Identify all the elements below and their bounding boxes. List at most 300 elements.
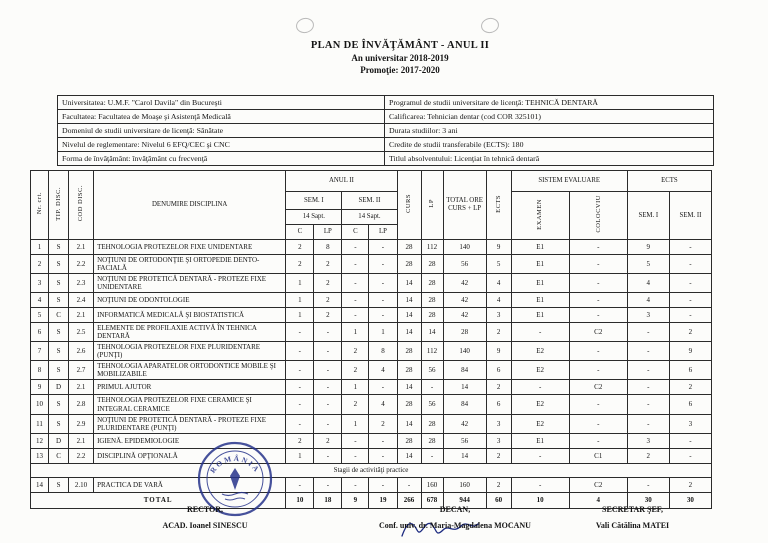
info-tbody <box>58 96 714 166</box>
value-cell: 9 <box>669 342 711 361</box>
value-cell: 7 <box>31 342 49 361</box>
value-cell: - <box>569 395 627 414</box>
header-colocviu: COLOCVIU <box>569 192 627 240</box>
value-cell: 42 <box>443 293 486 308</box>
value-cell: - <box>286 361 314 380</box>
value-cell: - <box>314 323 342 342</box>
total-value-cell: 10 <box>511 492 569 508</box>
header-sapt1: 14 Sapt. <box>286 210 342 225</box>
value-cell: 1 <box>286 308 314 323</box>
table-row <box>31 342 712 361</box>
total-label: TOTAL <box>31 492 286 508</box>
header-c1: C <box>286 225 314 240</box>
info-cell: Credite de studii transferabile (ECTS): 180 <box>385 138 714 152</box>
disciplines-tbody <box>31 240 712 509</box>
value-cell: 2.2 <box>69 255 94 274</box>
info-cell: Calificarea: Tehnician dentar (cod COR 325101) <box>385 110 714 124</box>
value-cell: 56 <box>443 433 486 448</box>
value-cell: 6 <box>486 361 511 380</box>
value-cell: - <box>369 433 397 448</box>
value-cell: - <box>627 414 669 433</box>
value-cell: 4 <box>369 395 397 414</box>
value-cell: - <box>669 240 711 255</box>
info-row <box>58 124 714 138</box>
value-cell: 2 <box>314 274 342 293</box>
info-cell: Universitatea: U.M.F. "Carol Davila" din Bucureşti <box>58 96 385 110</box>
value-cell: - <box>569 361 627 380</box>
value-cell: - <box>569 433 627 448</box>
discipline-name-cell: NOŢIUNI DE ODONTOLOGIE <box>94 293 286 308</box>
value-cell: 28 <box>421 293 443 308</box>
value-cell: 4 <box>627 274 669 293</box>
value-cell: 1 <box>342 323 369 342</box>
value-cell: 112 <box>421 342 443 361</box>
header-curs: CURS <box>397 171 421 240</box>
value-cell: - <box>314 395 342 414</box>
value-cell: - <box>421 448 443 463</box>
value-cell: 9 <box>31 380 49 395</box>
value-cell: 14 <box>397 274 421 293</box>
value-cell: 14 <box>397 448 421 463</box>
header-c2: C <box>342 225 369 240</box>
page-subtitle-year: An universitar 2018-2019 <box>351 53 449 63</box>
header-lp1: LP <box>314 225 342 240</box>
value-cell: S <box>49 255 69 274</box>
table-row <box>31 240 712 255</box>
value-cell: 2 <box>342 395 369 414</box>
table-row <box>31 274 712 293</box>
value-cell: - <box>286 380 314 395</box>
info-cell: Forma de învăţământ: învăţământ cu frecvenţă <box>58 152 385 166</box>
value-cell: 14 <box>443 448 486 463</box>
value-cell: - <box>627 323 669 342</box>
value-cell: 28 <box>421 274 443 293</box>
header-ects-sem2: SEM. II <box>669 192 711 240</box>
value-cell: S <box>49 477 69 492</box>
value-cell: - <box>511 323 569 342</box>
secretar-name: Vali Cătălina MATEI <box>595 521 670 530</box>
value-cell: - <box>421 380 443 395</box>
value-cell: - <box>342 293 369 308</box>
value-cell: - <box>286 342 314 361</box>
page-subtitle-promotion: Promoţie: 2017-2020 <box>360 65 440 75</box>
header-denumire: DENUMIRE DISCIPLINA <box>94 171 286 240</box>
value-cell: 5 <box>627 255 669 274</box>
value-cell: 2 <box>342 342 369 361</box>
discipline-name-cell: TEHNOLOGIA PROTEZELOR FIXE CERAMICE ŞI INTEGRAL CERAMICE <box>94 395 286 414</box>
value-cell: 13 <box>31 448 49 463</box>
value-cell: 6 <box>31 323 49 342</box>
header-examen: EXAMEN <box>511 192 569 240</box>
table-row <box>31 323 712 342</box>
total-value-cell: 30 <box>627 492 669 508</box>
value-cell: 2 <box>486 477 511 492</box>
value-cell: C <box>49 448 69 463</box>
value-cell: - <box>286 323 314 342</box>
value-cell: 1 <box>31 240 49 255</box>
table-row <box>31 255 712 274</box>
value-cell: S <box>49 274 69 293</box>
value-cell: E1 <box>511 240 569 255</box>
value-cell: 28 <box>443 323 486 342</box>
value-cell: 2.10 <box>69 477 94 492</box>
value-cell: C2 <box>569 477 627 492</box>
value-cell: E1 <box>511 433 569 448</box>
value-cell: 4 <box>369 361 397 380</box>
value-cell: 2.1 <box>69 433 94 448</box>
table-row <box>31 293 712 308</box>
header-ects: ECTS <box>486 171 511 240</box>
value-cell: - <box>569 414 627 433</box>
value-cell: 3 <box>486 414 511 433</box>
discipline-name-cell: NOŢIUNI DE PROTETICĂ DENTARĂ - PROTEZE FIXE PLURIDENTARE (PUNŢI) <box>94 414 286 433</box>
value-cell: S <box>49 323 69 342</box>
discipline-name-cell: TEHNOLOGIA PROTEZELOR FIXE UNIDENTARE <box>94 240 286 255</box>
header-sem1: SEM. I <box>286 192 342 210</box>
value-cell: E1 <box>511 255 569 274</box>
value-cell: 56 <box>421 361 443 380</box>
total-value-cell: 678 <box>421 492 443 508</box>
punch-hole-icon <box>480 16 501 34</box>
value-cell: 2 <box>314 293 342 308</box>
value-cell: 1 <box>342 414 369 433</box>
value-cell: 3 <box>486 433 511 448</box>
value-cell: 28 <box>397 361 421 380</box>
value-cell: 2.4 <box>69 293 94 308</box>
total-value-cell: 9 <box>342 492 369 508</box>
value-cell: 5 <box>486 255 511 274</box>
value-cell: 2 <box>314 433 342 448</box>
value-cell: - <box>369 240 397 255</box>
value-cell: E2 <box>511 361 569 380</box>
value-cell: 3 <box>486 308 511 323</box>
value-cell: - <box>669 293 711 308</box>
stamp-text: ROMÂNIA <box>207 453 263 475</box>
stagii-label: Stagii de activităţi practice <box>31 463 712 477</box>
value-cell: 3 <box>627 308 669 323</box>
total-value-cell: 19 <box>369 492 397 508</box>
value-cell: - <box>314 477 342 492</box>
info-row <box>58 138 714 152</box>
title-block <box>100 40 700 75</box>
value-cell: 2.1 <box>69 240 94 255</box>
value-cell: - <box>627 380 669 395</box>
value-cell: 14 <box>397 380 421 395</box>
info-cell: Durata studiilor: 3 ani <box>385 124 714 138</box>
value-cell: 2 <box>314 308 342 323</box>
info-cell: Domeniul de studii universitare de licenţă: Sănătate <box>58 124 385 138</box>
value-cell: 28 <box>421 433 443 448</box>
value-cell: - <box>314 448 342 463</box>
header-ects-sem1: SEM. I <box>627 192 669 240</box>
value-cell: 2 <box>286 433 314 448</box>
value-cell: - <box>314 342 342 361</box>
value-cell: - <box>342 240 369 255</box>
header-cod-disc: COD DISC. <box>69 171 94 240</box>
value-cell: S <box>49 240 69 255</box>
value-cell: 2.9 <box>69 414 94 433</box>
value-cell: E2 <box>511 395 569 414</box>
curriculum-table <box>30 170 712 509</box>
table-row <box>31 414 712 433</box>
header-tip-disc: TIP. DISC. <box>49 171 69 240</box>
value-cell: - <box>627 361 669 380</box>
stagii-row <box>31 463 712 477</box>
value-cell: 28 <box>397 240 421 255</box>
value-cell: - <box>286 414 314 433</box>
punch-hole-icon <box>295 16 316 34</box>
info-row <box>58 110 714 124</box>
discipline-name-cell: PRIMUL AJUTOR <box>94 380 286 395</box>
value-cell: 42 <box>443 274 486 293</box>
value-cell: 3 <box>31 274 49 293</box>
value-cell: 28 <box>421 308 443 323</box>
value-cell: 14 <box>397 414 421 433</box>
value-cell: 6 <box>669 395 711 414</box>
value-cell: 2.1 <box>69 380 94 395</box>
value-cell: 28 <box>397 433 421 448</box>
value-cell: 2 <box>342 361 369 380</box>
table-row <box>31 477 712 492</box>
header-sem2: SEM. II <box>342 192 397 210</box>
value-cell: 2.1 <box>69 308 94 323</box>
value-cell: E1 <box>511 274 569 293</box>
discipline-name-cell: TEHNOLOGIA PROTEZELOR FIXE PLURIDENTARE (PUNŢI) <box>94 342 286 361</box>
value-cell: 5 <box>31 308 49 323</box>
value-cell: - <box>669 255 711 274</box>
discipline-name-cell: ELEMENTE DE PROFILAXIE ACTIVĂ ÎN TEHNICA DENTARĂ <box>94 323 286 342</box>
header-lp: LP <box>421 171 443 240</box>
value-cell: - <box>569 308 627 323</box>
value-cell: 2 <box>669 477 711 492</box>
value-cell: 14 <box>397 323 421 342</box>
value-cell: C1 <box>569 448 627 463</box>
value-cell: S <box>49 395 69 414</box>
table-row <box>31 395 712 414</box>
value-cell: - <box>314 414 342 433</box>
value-cell: 140 <box>443 240 486 255</box>
value-cell: - <box>369 293 397 308</box>
discipline-name-cell: IGIENĂ. EPIDEMIOLOGIE <box>94 433 286 448</box>
value-cell: 28 <box>397 342 421 361</box>
value-cell: 1 <box>369 323 397 342</box>
value-cell: 14 <box>397 308 421 323</box>
table-row <box>31 380 712 395</box>
value-cell: 2 <box>286 255 314 274</box>
value-cell: S <box>49 414 69 433</box>
value-cell: - <box>286 477 314 492</box>
header-lp2: LP <box>369 225 397 240</box>
value-cell: 1 <box>286 293 314 308</box>
discipline-name-cell: NOŢIUNI DE PROTETICĂ DENTARĂ - PROTEZE FIXE UNIDENTARE <box>94 274 286 293</box>
value-cell: 14 <box>421 323 443 342</box>
info-cell: Titlul absolventului: Licenţiat în tehnică dentară <box>385 152 714 166</box>
value-cell: - <box>369 308 397 323</box>
value-cell: S <box>49 361 69 380</box>
value-cell: 6 <box>669 361 711 380</box>
value-cell: 1 <box>286 448 314 463</box>
value-cell: 2 <box>31 255 49 274</box>
header-nr-crt: Nr. crt. <box>31 171 49 240</box>
value-cell: - <box>569 342 627 361</box>
value-cell: 84 <box>443 361 486 380</box>
value-cell: D <box>49 380 69 395</box>
value-cell: - <box>369 380 397 395</box>
value-cell: 3 <box>627 433 669 448</box>
value-cell: 14 <box>31 477 49 492</box>
value-cell: 2 <box>486 380 511 395</box>
discipline-name-cell: PRACTICA DE VARĂ <box>94 477 286 492</box>
value-cell: 2.3 <box>69 274 94 293</box>
value-cell: 2 <box>669 380 711 395</box>
total-value-cell: 4 <box>569 492 627 508</box>
value-cell: E1 <box>511 293 569 308</box>
value-cell: C2 <box>569 380 627 395</box>
value-cell: 2 <box>669 323 711 342</box>
value-cell: E2 <box>511 342 569 361</box>
value-cell: 2 <box>369 414 397 433</box>
rector-signature-block <box>100 505 310 530</box>
value-cell: 1 <box>286 274 314 293</box>
value-cell: 8 <box>369 342 397 361</box>
value-cell: - <box>314 380 342 395</box>
value-cell: - <box>369 274 397 293</box>
value-cell: - <box>369 448 397 463</box>
value-cell: 160 <box>443 477 486 492</box>
value-cell: 140 <box>443 342 486 361</box>
value-cell: D <box>49 433 69 448</box>
value-cell: - <box>342 433 369 448</box>
value-cell: - <box>669 274 711 293</box>
header-sapt2: 14 Sapt. <box>342 210 397 225</box>
value-cell: C2 <box>569 323 627 342</box>
header-total-ore: TOTAL ORE CURS + LP <box>443 171 486 240</box>
page-title: PLAN DE ÎNVĂŢĂMÂNT - ANUL II <box>310 40 490 51</box>
total-value-cell: 18 <box>314 492 342 508</box>
total-value-cell: 944 <box>443 492 486 508</box>
table-row <box>31 448 712 463</box>
value-cell: E1 <box>511 308 569 323</box>
value-cell: E2 <box>511 414 569 433</box>
value-cell: 56 <box>421 395 443 414</box>
total-value-cell: 266 <box>397 492 421 508</box>
value-cell: 28 <box>397 395 421 414</box>
value-cell: 12 <box>31 433 49 448</box>
value-cell: 2.5 <box>69 323 94 342</box>
value-cell: - <box>314 361 342 380</box>
value-cell: - <box>669 448 711 463</box>
table-row <box>31 308 712 323</box>
value-cell: 28 <box>421 255 443 274</box>
value-cell: 84 <box>443 395 486 414</box>
header-ects-right: ECTS <box>627 171 711 192</box>
value-cell: C <box>49 308 69 323</box>
value-cell: 8 <box>314 240 342 255</box>
value-cell: - <box>397 477 421 492</box>
secretar-title: SECRETAR ŞEF, <box>602 505 663 514</box>
discipline-name-cell: INFORMATICĂ MEDICALĂ ŞI BIOSTATISTICĂ <box>94 308 286 323</box>
value-cell: - <box>511 477 569 492</box>
table-row <box>31 433 712 448</box>
value-cell: S <box>49 293 69 308</box>
value-cell: 2.6 <box>69 342 94 361</box>
value-cell: 2 <box>486 323 511 342</box>
info-cell: Programul de studii universitare de licenţă: TEHNICĂ DENTARĂ <box>385 96 714 110</box>
value-cell: 2 <box>286 240 314 255</box>
info-cell: Facultatea: Facultatea de Moaşe şi Asistenţă Medicală <box>58 110 385 124</box>
decan-name: Conf. univ. dr. Maria-Magdalena MOCANU <box>379 521 531 530</box>
value-cell: 4 <box>627 293 669 308</box>
value-cell: 9 <box>486 342 511 361</box>
secretar-signature-block <box>540 505 725 530</box>
value-cell: 4 <box>486 274 511 293</box>
value-cell: 11 <box>31 414 49 433</box>
value-cell: - <box>569 274 627 293</box>
value-cell: - <box>569 293 627 308</box>
value-cell: 9 <box>486 240 511 255</box>
value-cell: - <box>342 274 369 293</box>
value-cell: 160 <box>421 477 443 492</box>
value-cell: - <box>511 448 569 463</box>
value-cell: 4 <box>486 293 511 308</box>
value-cell: 9 <box>627 240 669 255</box>
value-cell: 10 <box>31 395 49 414</box>
value-cell: - <box>569 255 627 274</box>
value-cell: - <box>511 380 569 395</box>
value-cell: - <box>627 477 669 492</box>
value-cell: - <box>286 395 314 414</box>
value-cell: - <box>342 308 369 323</box>
header-anul: ANUL II <box>286 171 397 192</box>
discipline-name-cell: TEHNOLOGIA APARATELOR ORTODONTICE MOBILE ŞI MOBILIZABILE <box>94 361 286 380</box>
value-cell: - <box>669 308 711 323</box>
total-value-cell: 30 <box>669 492 711 508</box>
value-cell: 2 <box>314 255 342 274</box>
value-cell: 1 <box>342 380 369 395</box>
discipline-name-cell: DISCIPLINĂ OPŢIONALĂ <box>94 448 286 463</box>
value-cell: - <box>369 477 397 492</box>
header-sistem-evaluare: SISTEM EVALUARE <box>511 171 627 192</box>
discipline-name-cell: NOŢIUNI DE ORTODONŢIE ŞI ORTOPEDIE DENTO-FACIALĂ <box>94 255 286 274</box>
value-cell: - <box>342 255 369 274</box>
value-cell: S <box>49 342 69 361</box>
value-cell: 4 <box>31 293 49 308</box>
total-value-cell: 10 <box>286 492 314 508</box>
value-cell: 2.7 <box>69 361 94 380</box>
value-cell: 8 <box>31 361 49 380</box>
value-cell: - <box>627 342 669 361</box>
value-cell: 14 <box>397 293 421 308</box>
value-cell: - <box>342 448 369 463</box>
rector-title: RECTOR, <box>186 505 224 514</box>
value-cell: 2 <box>486 448 511 463</box>
rector-name: ACAD. Ioanel SINESCU <box>162 521 248 530</box>
value-cell: 112 <box>421 240 443 255</box>
university-info-table <box>57 95 714 166</box>
info-row <box>58 152 714 166</box>
value-cell: 42 <box>443 308 486 323</box>
info-row <box>58 96 714 110</box>
value-cell: 28 <box>421 414 443 433</box>
value-cell: 3 <box>669 414 711 433</box>
value-cell: 2 <box>627 448 669 463</box>
value-cell: - <box>342 477 369 492</box>
value-cell: 56 <box>443 255 486 274</box>
value-cell: 42 <box>443 414 486 433</box>
value-cell: 14 <box>443 380 486 395</box>
value-cell: - <box>569 240 627 255</box>
table-row <box>31 361 712 380</box>
